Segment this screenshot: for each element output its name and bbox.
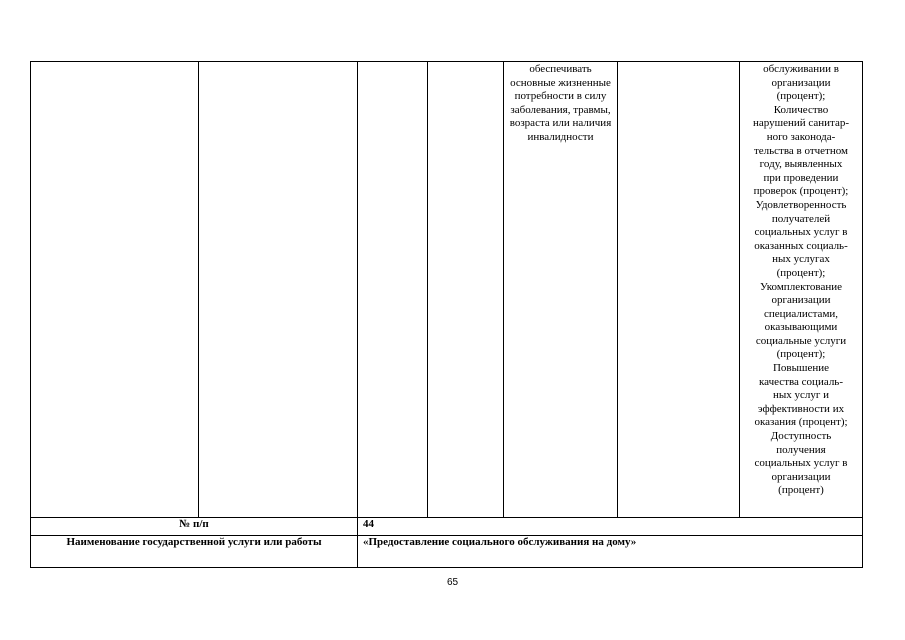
indicator-line: ных услугах — [772, 253, 830, 266]
number-value: 44 — [358, 518, 863, 536]
indicator-line: качества социаль- — [759, 375, 843, 388]
indicator-line: получения — [776, 443, 826, 456]
table-cell — [618, 62, 740, 518]
indicator-line: ного законода- — [766, 130, 836, 143]
service-name-label: Наименование государственной услуги или работы — [31, 536, 358, 568]
indicator-line: обслуживании в — [763, 63, 839, 75]
table-cell — [504, 62, 618, 518]
services-table — [30, 61, 863, 568]
table-row — [31, 518, 863, 536]
indicator-line: оказанных социаль- — [754, 239, 848, 252]
indicator-line: организации — [771, 470, 831, 483]
indicator-line: Укомплектование — [759, 280, 843, 293]
indicator-line: получателей — [771, 212, 831, 225]
indicator-line: (процент) — [778, 484, 824, 497]
table-cell — [199, 62, 358, 518]
indicator-line: году, выявленных — [759, 158, 843, 171]
service-description-text: обеспечивать основные жизненные потребности в силу заболевания, травмы, возраста или наличия инвалидности — [509, 63, 612, 143]
indicator-line: социальных услуг в — [754, 226, 848, 239]
indicator-line: оказывающими — [764, 321, 838, 334]
indicator-line: организации — [771, 294, 831, 307]
indicator-line: (процент); — [776, 348, 826, 361]
table-cell — [428, 62, 504, 518]
indicator-line: социальных услуг в — [754, 457, 848, 470]
quality-indicators-list — [740, 62, 862, 498]
indicator-line: проверок (процент); — [753, 185, 849, 198]
indicator-line: Повышение — [772, 362, 830, 375]
indicator-line: (процент); — [776, 266, 826, 279]
number-label: № п/п — [31, 518, 358, 536]
indicator-line: Количество — [773, 103, 829, 116]
indicator-line: социальные услуги — [755, 334, 847, 347]
table-cell — [740, 62, 863, 518]
indicator-line: (процент); — [776, 90, 826, 103]
indicator-line: при проведении — [763, 171, 839, 184]
indicator-line: тельства в отчетном — [753, 144, 849, 157]
indicator-line: нарушений санитар- — [752, 117, 850, 130]
table-cell — [31, 62, 199, 518]
table-row — [31, 536, 863, 568]
page-number: 65 — [446, 577, 459, 588]
indicator-line: эффективности их — [757, 402, 845, 415]
indicator-line: Удовлетворенность — [755, 198, 847, 211]
service-name-value: «Предоставление социального обслуживания на дому» — [358, 536, 863, 568]
indicator-line: специалистами, — [763, 307, 839, 320]
indicator-line: ных услуг и — [772, 389, 830, 402]
table-cell — [358, 62, 428, 518]
table-row — [31, 62, 863, 518]
indicator-line: организации — [771, 76, 831, 89]
indicator-line: оказания (процент); — [754, 416, 848, 429]
indicator-line: Доступность — [770, 430, 832, 443]
